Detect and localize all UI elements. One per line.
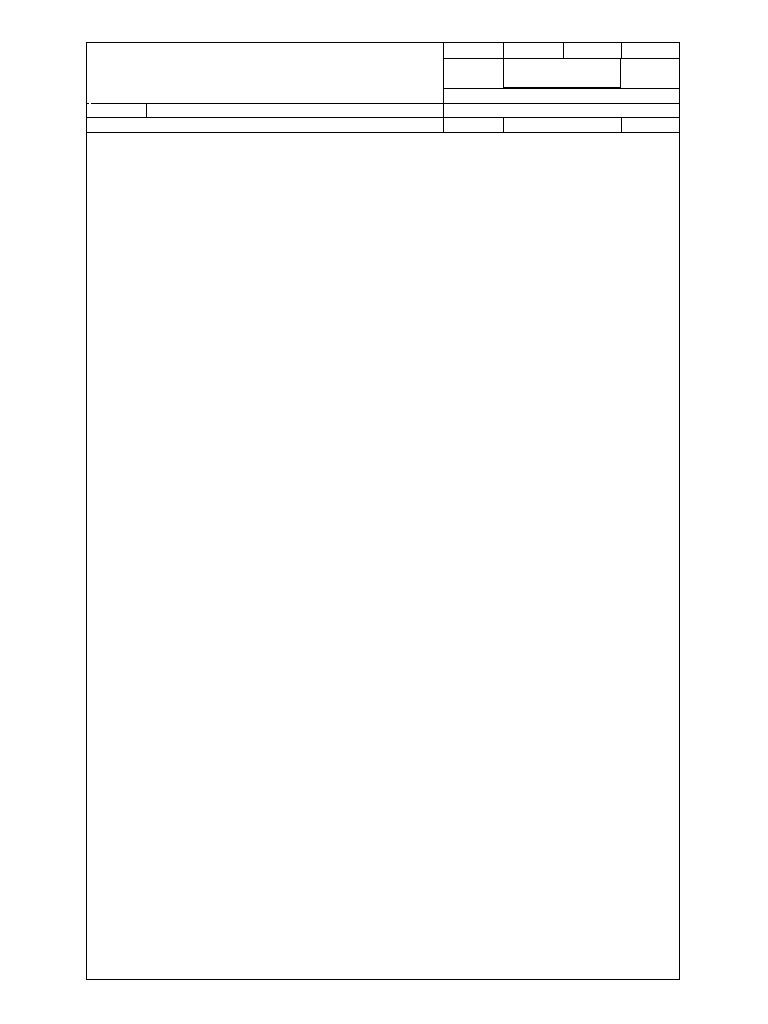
member-title-value[interactable] — [89, 118, 91, 132]
header-block — [87, 43, 680, 104]
member-title-row — [87, 118, 680, 133]
job-title-label — [89, 103, 91, 117]
job-title-row — [87, 103, 680, 118]
calculation-sheet — [86, 42, 680, 980]
